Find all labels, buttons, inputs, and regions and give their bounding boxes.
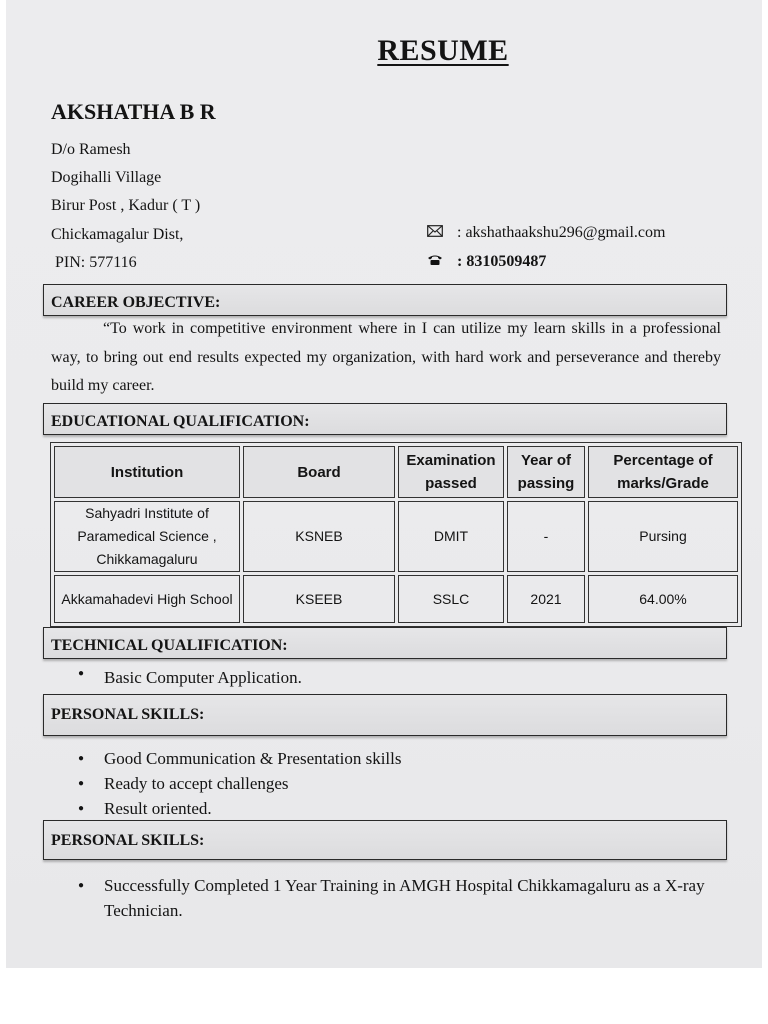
address-line: Birur Post , Kadur ( T ) <box>51 197 201 214</box>
education-table <box>50 442 742 627</box>
table-cell: Akkamahadevi High School <box>54 575 240 623</box>
list-item: ● Successfully Completed 1 Year Training in AMGH Hospital Chikkamagaluru as a X-ray Technician. <box>78 873 718 923</box>
section-educational-qualification <box>43 403 727 435</box>
table-cell: KSNEB <box>243 501 395 572</box>
address-line: Dogihalli Village <box>51 169 162 186</box>
address-pin: PIN: 577116 <box>55 254 137 271</box>
list-item: ● Result oriented. <box>78 796 401 821</box>
table-row <box>54 501 738 572</box>
experience-list <box>78 873 718 923</box>
candidate-name: AKSHATHA B R <box>51 99 216 124</box>
section-personal-skills-2 <box>43 820 727 860</box>
table-cell: KSEEB <box>243 575 395 623</box>
section-heading: TECHNICAL QUALIFICATION: <box>51 637 288 654</box>
column-header: Percentage of marks/Grade <box>588 446 738 498</box>
table-cell: SSLC <box>398 575 504 623</box>
section-career-objective <box>43 284 727 316</box>
table-cell: Sahyadri Institute of Paramedical Science , Chikkamagaluru <box>54 501 240 572</box>
column-header: Year of passing <box>507 446 585 498</box>
technical-list <box>78 668 302 688</box>
section-heading: PERSONAL SKILLS: <box>51 706 205 723</box>
title-text: RESUME <box>377 34 509 67</box>
list-item: ● Good Communication & Presentation skills <box>78 746 401 771</box>
column-header: Institution <box>54 446 240 498</box>
section-personal-skills <box>43 694 727 736</box>
phone-row <box>427 253 546 271</box>
table-cell: 2021 <box>507 575 585 623</box>
address-line: D/o Ramesh <box>51 141 131 158</box>
career-objective-body: “To work in competitive environment where in I can utilize my learn skills in a professional way, to bring out end results expected my organization, with hard work and perseverance and thereby build my career. <box>51 320 721 394</box>
table-cell: DMIT <box>398 501 504 572</box>
phone-text: : 8310509487 <box>457 253 547 270</box>
section-heading: CAREER OBJECTIVE: <box>51 294 221 311</box>
address-line: Chickamagalur Dist, <box>51 226 184 243</box>
column-header: Examination passed <box>398 446 504 498</box>
section-technical-qualification <box>43 627 727 659</box>
table-header-row <box>54 446 738 498</box>
table-cell: - <box>507 501 585 572</box>
page-title <box>0 34 768 68</box>
personal-skills-list <box>78 746 401 821</box>
email-row <box>427 224 665 242</box>
list-item: ● Ready to accept challenges <box>78 771 401 796</box>
envelope-icon <box>427 224 449 242</box>
email-text: : akshathaakshu296@gmail.com <box>457 224 666 241</box>
section-heading: PERSONAL SKILLS: <box>51 832 205 849</box>
table-cell: Pursing <box>588 501 738 572</box>
career-objective-text <box>51 315 721 401</box>
table-row <box>54 575 738 623</box>
column-header: Board <box>243 446 395 498</box>
section-heading: EDUCATIONAL QUALIFICATION: <box>51 413 310 430</box>
list-item: ● Basic Computer Application. <box>78 668 302 688</box>
telephone-icon <box>427 253 449 271</box>
table-cell: 64.00% <box>588 575 738 623</box>
